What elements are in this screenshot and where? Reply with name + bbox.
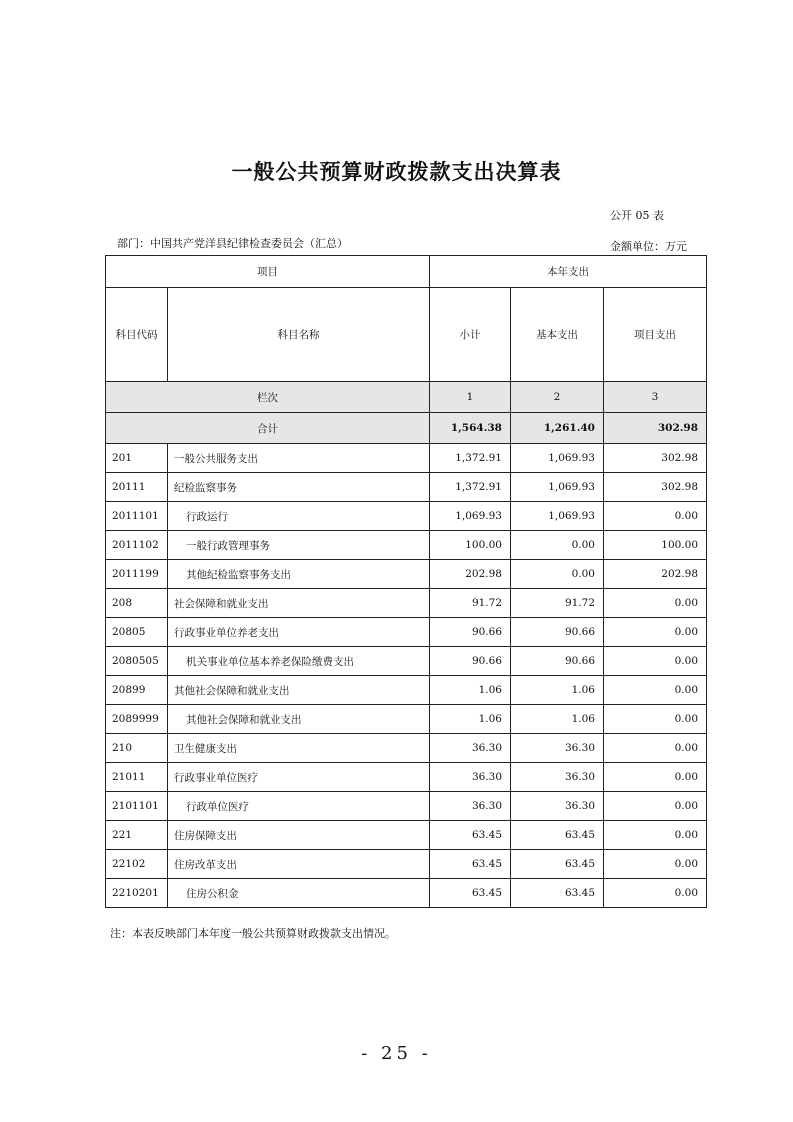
- row-name: 住房公积金: [168, 879, 430, 908]
- row-subtotal: 63.45: [430, 879, 511, 908]
- row-name: 一般行政管理事务: [168, 531, 430, 560]
- row-name: 住房保障支出: [168, 821, 430, 850]
- row-subtotal: 1,372.91: [430, 473, 511, 502]
- row-project-exp: 0.00: [604, 850, 707, 879]
- row-code: 221: [106, 821, 168, 850]
- row-code: 22102: [106, 850, 168, 879]
- expenditure-table: [105, 255, 707, 908]
- total-label: 合计: [106, 413, 430, 444]
- row-subtotal: 63.45: [430, 850, 511, 879]
- table-row: [106, 502, 707, 531]
- header-project-exp: 项目支出: [604, 288, 707, 382]
- row-code: 2011199: [106, 560, 168, 589]
- row-name: 其他纪检监察事务支出: [168, 560, 430, 589]
- table-row: [106, 560, 707, 589]
- header-code: 科目代码: [106, 288, 168, 382]
- row-basic: 36.30: [511, 734, 604, 763]
- table-row: [106, 763, 707, 792]
- table-note: 注：本表反映部门本年度一般公共预算财政拨款支出情况。: [110, 927, 396, 940]
- row-code: 2210201: [106, 879, 168, 908]
- row-subtotal: 100.00: [430, 531, 511, 560]
- row-subtotal: 90.66: [430, 647, 511, 676]
- row-basic: 1,069.93: [511, 502, 604, 531]
- row-code: 2011102: [106, 531, 168, 560]
- row-project-exp: 0.00: [604, 763, 707, 792]
- row-basic: 90.66: [511, 618, 604, 647]
- row-name: 机关事业单位基本养老保险缴费支出: [168, 647, 430, 676]
- row-name: 其他社会保障和就业支出: [168, 705, 430, 734]
- row-basic: 90.66: [511, 647, 604, 676]
- row-project-exp: 0.00: [604, 676, 707, 705]
- header-basic: 基本支出: [511, 288, 604, 382]
- row-basic: 36.30: [511, 763, 604, 792]
- column-row-label: 栏次: [106, 382, 430, 413]
- row-code: 2089999: [106, 705, 168, 734]
- row-basic: 0.00: [511, 560, 604, 589]
- row-name: 行政事业单位养老支出: [168, 618, 430, 647]
- header-project: 项目: [106, 256, 430, 288]
- table-row: [106, 792, 707, 821]
- row-project-exp: 0.00: [604, 618, 707, 647]
- row-code: 21011: [106, 763, 168, 792]
- row-subtotal: 36.30: [430, 792, 511, 821]
- table-row: [106, 473, 707, 502]
- total-project-exp: 302.98: [604, 413, 707, 444]
- row-project-exp: 302.98: [604, 473, 707, 502]
- row-code: 20111: [106, 473, 168, 502]
- row-subtotal: 1,069.93: [430, 502, 511, 531]
- header-name: 科目名称: [168, 288, 430, 382]
- row-name: 住房改革支出: [168, 850, 430, 879]
- header-subtotal: 小计: [430, 288, 511, 382]
- table-row: [106, 444, 707, 473]
- row-basic: 1,069.93: [511, 473, 604, 502]
- form-number: 公开 05 表: [610, 209, 664, 222]
- row-name: 行政运行: [168, 502, 430, 531]
- department-label: 部门：中国共产党洋县纪律检查委员会（汇总）: [117, 237, 348, 250]
- row-code: 20805: [106, 618, 168, 647]
- header-current-year: 本年支出: [430, 256, 707, 288]
- table-row: [106, 821, 707, 850]
- row-subtotal: 91.72: [430, 589, 511, 618]
- row-basic: 0.00: [511, 531, 604, 560]
- row-subtotal: 36.30: [430, 763, 511, 792]
- table-row: [106, 705, 707, 734]
- amount-unit-label: 金额单位：万元: [610, 240, 687, 253]
- row-project-exp: 0.00: [604, 821, 707, 850]
- row-project-exp: 100.00: [604, 531, 707, 560]
- total-basic: 1,261.40: [511, 413, 604, 444]
- row-project-exp: 202.98: [604, 560, 707, 589]
- row-subtotal: 90.66: [430, 618, 511, 647]
- row-code: 201: [106, 444, 168, 473]
- row-subtotal: 63.45: [430, 821, 511, 850]
- column-number-2: 2: [511, 382, 604, 413]
- row-project-exp: 0.00: [604, 589, 707, 618]
- row-project-exp: 0.00: [604, 792, 707, 821]
- row-project-exp: 302.98: [604, 444, 707, 473]
- row-name: 其他社会保障和就业支出: [168, 676, 430, 705]
- table-row: [106, 879, 707, 908]
- row-basic: 1,069.93: [511, 444, 604, 473]
- row-subtotal: 202.98: [430, 560, 511, 589]
- row-basic: 63.45: [511, 850, 604, 879]
- row-name: 社会保障和就业支出: [168, 589, 430, 618]
- row-basic: 1.06: [511, 676, 604, 705]
- row-name: 一般公共服务支出: [168, 444, 430, 473]
- table-row: [106, 647, 707, 676]
- row-code: 210: [106, 734, 168, 763]
- page-title: 一般公共预算财政拨款支出决算表: [231, 160, 562, 184]
- row-project-exp: 0.00: [604, 502, 707, 531]
- table-row: [106, 850, 707, 879]
- row-code: 208: [106, 589, 168, 618]
- table-row: [106, 618, 707, 647]
- row-code: 20899: [106, 676, 168, 705]
- row-code: 2011101: [106, 502, 168, 531]
- row-basic: 63.45: [511, 821, 604, 850]
- page-number: - 25 -: [361, 1043, 432, 1064]
- row-project-exp: 0.00: [604, 734, 707, 763]
- table-row: [106, 734, 707, 763]
- row-name: 纪检监察事务: [168, 473, 430, 502]
- row-subtotal: 36.30: [430, 734, 511, 763]
- row-project-exp: 0.00: [604, 879, 707, 908]
- column-number-1: 1: [430, 382, 511, 413]
- column-number-3: 3: [604, 382, 707, 413]
- row-basic: 91.72: [511, 589, 604, 618]
- row-project-exp: 0.00: [604, 647, 707, 676]
- row-name: 行政事业单位医疗: [168, 763, 430, 792]
- row-code: 2080505: [106, 647, 168, 676]
- row-subtotal: 1.06: [430, 676, 511, 705]
- row-subtotal: 1.06: [430, 705, 511, 734]
- row-basic: 63.45: [511, 879, 604, 908]
- row-name: 卫生健康支出: [168, 734, 430, 763]
- table-row: [106, 531, 707, 560]
- row-code: 2101101: [106, 792, 168, 821]
- row-project-exp: 0.00: [604, 705, 707, 734]
- table-row: [106, 589, 707, 618]
- row-subtotal: 1,372.91: [430, 444, 511, 473]
- total-subtotal: 1,564.38: [430, 413, 511, 444]
- row-name: 行政单位医疗: [168, 792, 430, 821]
- table-row: [106, 676, 707, 705]
- row-basic: 36.30: [511, 792, 604, 821]
- row-basic: 1.06: [511, 705, 604, 734]
